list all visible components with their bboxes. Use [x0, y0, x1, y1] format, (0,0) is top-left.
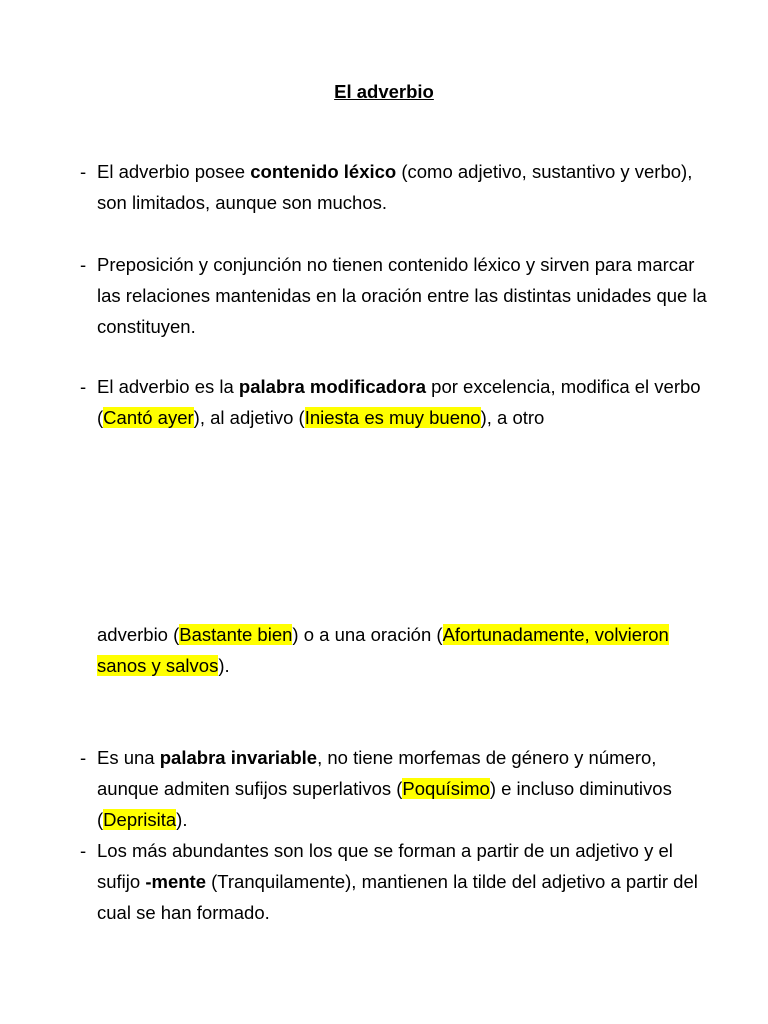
p3b-text-a: adverbio (: [97, 624, 180, 645]
p5-bold: -mente: [145, 871, 206, 892]
page-title: El adverbio: [334, 81, 434, 102]
highlight-example: Bastante bien: [179, 624, 293, 645]
list-item-3-continued: [80, 619, 720, 681]
paragraph-3: [97, 371, 719, 433]
p3-text-a: El adverbio es la: [97, 376, 239, 397]
list-item-2: [80, 249, 720, 342]
highlight-example: Iniesta es muy bueno: [304, 407, 481, 428]
list-item-4: [80, 742, 720, 835]
bullet-dash: -: [80, 376, 87, 397]
p1-bold: contenido léxico: [250, 161, 397, 182]
paragraph-5: [97, 835, 719, 928]
bullet-dash: -: [80, 161, 87, 182]
p3-bold: palabra modificadora: [238, 376, 427, 397]
p3b-text-c: ).: [218, 655, 230, 676]
p4-text-e: ).: [176, 809, 188, 830]
p3-text-c: por excelencia, modifica el verbo (: [97, 376, 701, 428]
p5-text-c: (Tranquilamente), mantienen la tilde del adjetivo a partir del cual se han formado.: [97, 871, 698, 923]
bullet-dash: -: [80, 840, 87, 861]
p5-text-a: Los más abundantes son los que se forman a partir de un adjetivo y el sufijo: [97, 840, 673, 892]
paragraph-4: [97, 742, 719, 835]
highlight-example: Deprisita: [103, 809, 177, 830]
paragraph-2: [97, 249, 719, 342]
highlight-example: Cantó ayer: [103, 407, 194, 428]
list-item-5: [80, 835, 720, 928]
p4-text-a: Es una: [97, 747, 160, 768]
p3-text-e: ), a otro: [480, 407, 545, 428]
highlight-example: Afortunadamente, volvieron sanos y salvos: [97, 624, 669, 676]
p1-text-c: (como adjetivo, sustantivo y verbo), son limitados, aunque son muchos.: [97, 161, 693, 213]
bullet-dash: -: [80, 254, 87, 275]
p3-text-d: ), al adjetivo (: [193, 407, 305, 428]
p1-text-a: El adverbio posee: [97, 161, 251, 182]
highlight-example: Poquísimo: [402, 778, 490, 799]
p3b-text-b: ) o a una oración (: [292, 624, 443, 645]
bullet-dash: -: [80, 747, 87, 768]
list-item-1: [80, 156, 720, 218]
p4-text-c: , no tiene morfemas de género y número, aunque admiten sufijos superlativos (: [97, 747, 657, 799]
p2-text: Preposición y conjunción no tienen contenido léxico y sirven para marcar las relaciones mantenidas en la oración entre las distintas unidades que la constituyen.: [97, 254, 707, 337]
paragraph-1: [97, 156, 719, 218]
list-item-3: [80, 371, 720, 433]
p4-text-d: ) e incluso diminutivos (: [97, 778, 672, 830]
p4-bold: palabra invariable: [159, 747, 318, 768]
paragraph-3-continued: [97, 619, 719, 681]
